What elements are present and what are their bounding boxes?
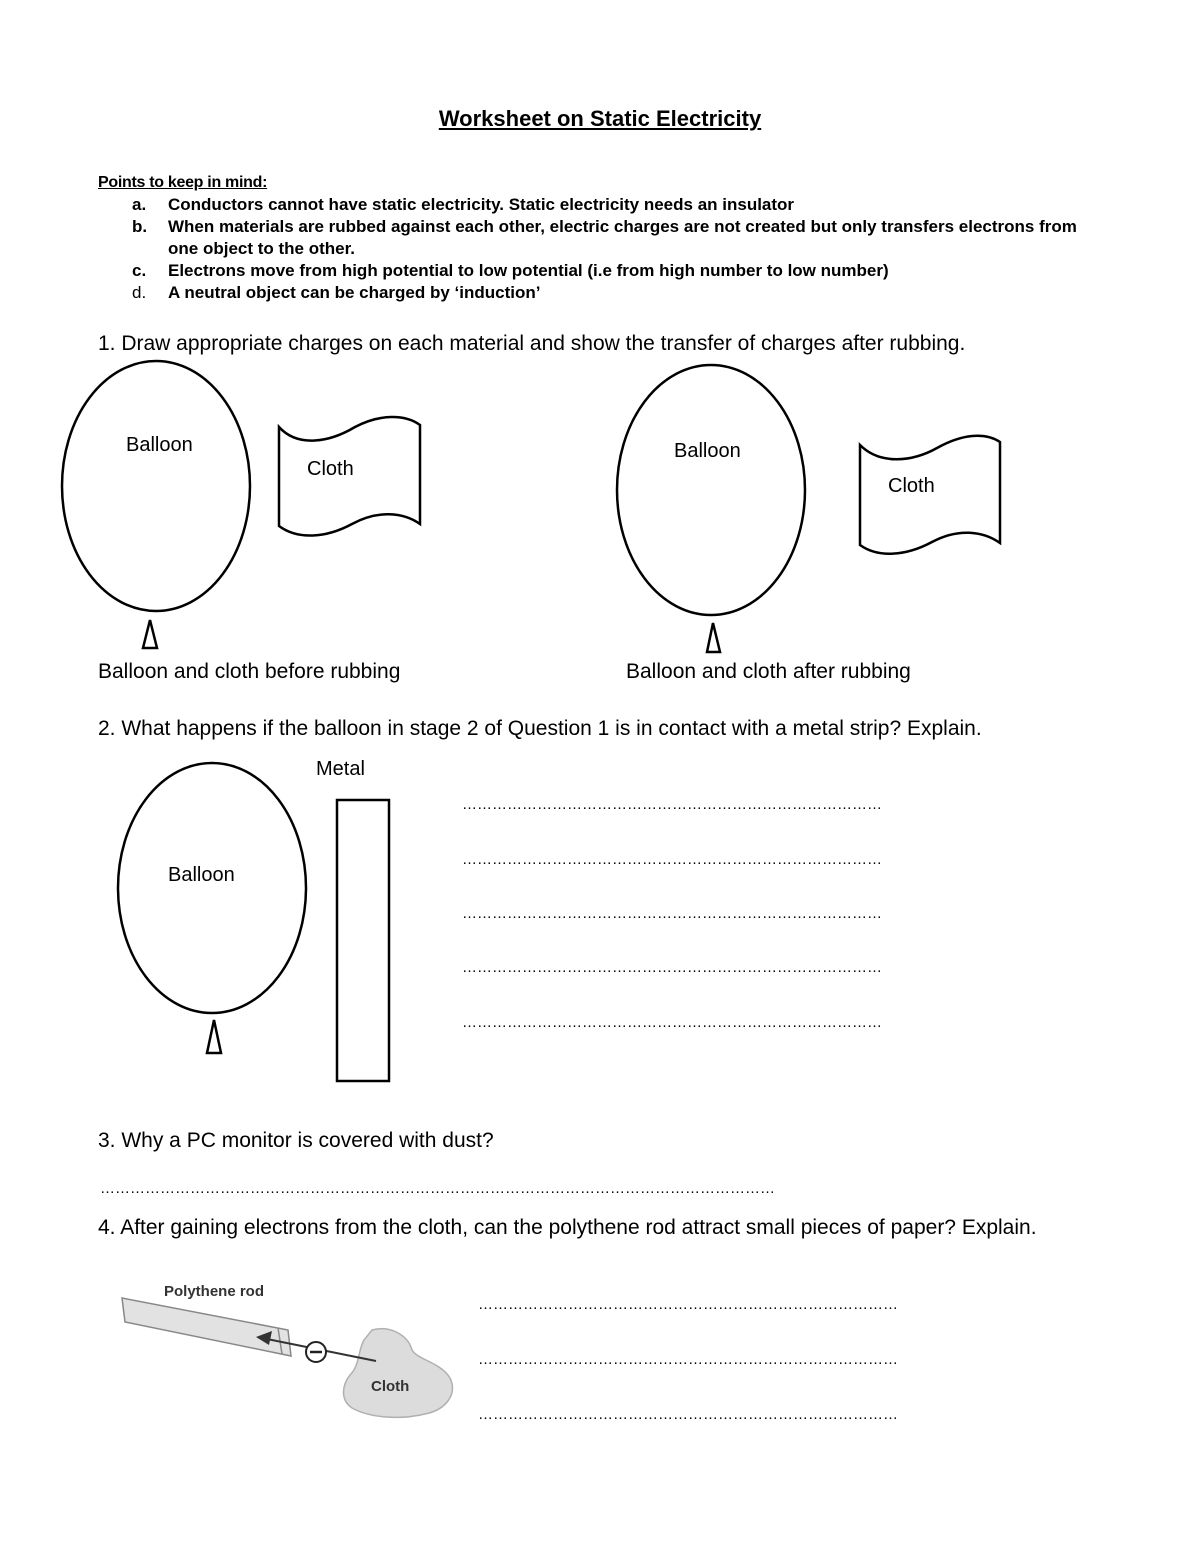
balloon-shape-q2 (118, 763, 306, 1053)
cloth-blob-shape (344, 1329, 453, 1418)
point-marker: c. (132, 261, 147, 280)
question-1: 1. Draw appropriate charges on each material and show the transfer of charges after rubbing. (98, 332, 966, 355)
balloon-label-q1-left: Balloon (126, 434, 193, 456)
polythene-rod-diagram (122, 1298, 452, 1417)
question-3: 3. Why a PC monitor is covered with dust? (98, 1129, 494, 1152)
balloon-shape-q1-right (617, 365, 805, 652)
point-marker: a. (132, 195, 147, 214)
cloth-label-q1-left: Cloth (307, 458, 354, 480)
metal-label: Metal (316, 758, 365, 780)
balloon-label-q2: Balloon (168, 864, 235, 886)
point-text: Conductors cannot have static electricity. Static electricity needs an insulator (168, 195, 795, 214)
cloth-label-q4: Cloth (371, 1378, 410, 1395)
question-2: 2. What happens if the balloon in stage 2 of Question 1 is in contact with a metal strip? Explain. (98, 717, 982, 740)
caption-after-rubbing: Balloon and cloth after rubbing (626, 660, 911, 683)
page-title: Worksheet on Static Electricity (438, 106, 762, 131)
caption-before-rubbing: Balloon and cloth before rubbing (98, 660, 401, 683)
answer-line[interactable]: ………………………………………………………………………… (462, 959, 882, 976)
points-heading: Points to keep in mind: (98, 174, 268, 191)
answer-line[interactable]: ………………………………………………………………………… (478, 1296, 898, 1313)
answer-line[interactable]: ………………………………………………………………………… (478, 1406, 898, 1423)
point-text: When materials are rubbed against each other, electric charges are not created but only transfers electrons from one object to the other. (168, 217, 1077, 258)
point-text: A neutral object can be charged by ‘induction’ (168, 283, 541, 302)
answer-line[interactable]: ………………………………………………………………………… (462, 796, 882, 813)
metal-strip-shape (337, 800, 389, 1081)
answer-line[interactable]: ………………………………………………………………………… (478, 1351, 898, 1368)
point-text: Electrons move from high potential to low potential (i.e from high number to low number) (168, 261, 889, 280)
answer-line[interactable]: ………………………………………………………………………… (462, 851, 882, 868)
balloon-shape-q1-left (62, 361, 250, 648)
point-marker: b. (132, 217, 148, 236)
answer-line[interactable]: ……………………………………………………………………………………………………………………… (100, 1180, 775, 1197)
balloon-label-q1-right: Balloon (674, 440, 741, 462)
answer-line[interactable]: ………………………………………………………………………… (462, 1014, 882, 1031)
answer-line[interactable]: ………………………………………………………………………… (462, 905, 882, 922)
cloth-label-q1-right: Cloth (888, 475, 935, 497)
polythene-rod-label: Polythene rod (164, 1283, 265, 1300)
point-marker: d. (132, 283, 147, 302)
rod-shape (122, 1298, 291, 1356)
question-4: 4. After gaining electrons from the cloth, can the polythene rod attract small pieces of paper? Explain. (98, 1216, 1037, 1239)
